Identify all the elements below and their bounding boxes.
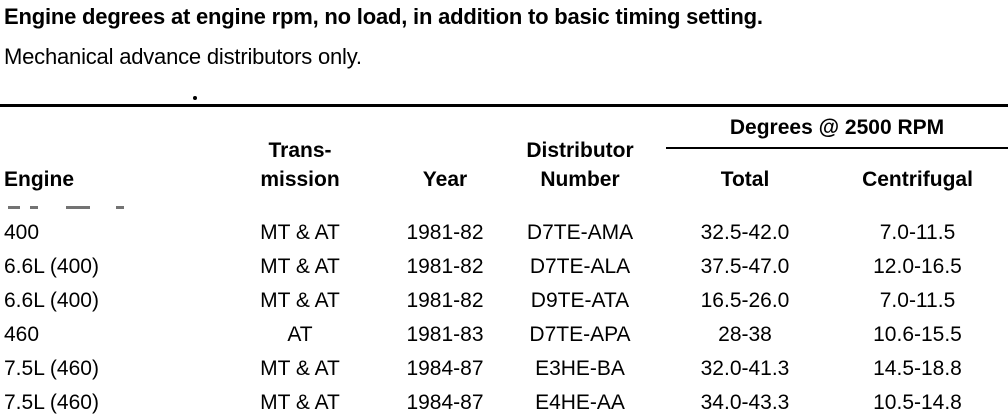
header-centrifugal: Centrifugal: [862, 168, 973, 191]
intro-line-2: Mechanical advance distributors only.: [4, 44, 362, 69]
cell-year: 1981-83: [406, 323, 484, 346]
cell-transmission: MT & AT: [260, 357, 340, 380]
print-smudge: [66, 206, 90, 209]
header-total: Total: [720, 168, 770, 191]
table-row: [0, 318, 1008, 352]
cell-transmission: MT & AT: [260, 289, 340, 312]
cell-distributor: D7TE-ALA: [529, 255, 631, 278]
cell-transmission: MT & AT: [260, 221, 340, 244]
cell-distributor: E4HE-AA: [535, 391, 625, 414]
header-trans-line2: mission: [260, 168, 340, 191]
intro-line-1: Engine degrees at engine rpm, no load, in addition to basic timing setting.: [4, 4, 763, 29]
cell-distributor: D7TE-APA: [529, 323, 631, 346]
print-smudge: [116, 206, 124, 209]
table-row: [0, 352, 1008, 386]
cell-engine: 6.6L (400): [4, 289, 99, 312]
cell-distributor: D9TE-ATA: [530, 289, 630, 312]
cell-engine: 400: [4, 221, 40, 244]
cell-distributor: D7TE-AMA: [526, 221, 634, 244]
cell-total: 28-38: [718, 323, 772, 346]
cell-year: 1981-82: [406, 289, 484, 312]
header-year: Year: [422, 168, 468, 191]
cell-year: 1984-87: [406, 391, 484, 414]
cell-total: 34.0-43.3: [700, 391, 790, 414]
cell-centrifugal: 10.6-15.5: [873, 323, 962, 346]
cell-transmission: AT: [287, 323, 313, 346]
cell-year: 1981-82: [406, 255, 484, 278]
header-trans-line1: Trans-: [268, 139, 332, 162]
table-row: [0, 386, 1008, 420]
cell-engine: 6.6L (400): [4, 255, 99, 278]
cell-distributor: E3HE-BA: [535, 357, 625, 380]
cell-year: 1981-82: [406, 221, 484, 244]
cell-centrifugal: 7.0-11.5: [879, 289, 956, 312]
header-dist-line1: Distributor: [526, 139, 634, 162]
cell-engine: 460: [4, 323, 40, 346]
table-row: [0, 216, 1008, 250]
cell-centrifugal: 12.0-16.5: [873, 255, 962, 278]
header-engine: Engine: [4, 168, 75, 191]
cell-total: 32.5-42.0: [700, 221, 790, 244]
cell-transmission: MT & AT: [260, 255, 340, 278]
cell-transmission: MT & AT: [260, 391, 340, 414]
print-smudge: [30, 206, 38, 209]
cell-centrifugal: 10.5-14.8: [873, 391, 962, 414]
degrees-group-rule: [666, 147, 1008, 149]
cell-total: 37.5-47.0: [700, 255, 790, 278]
cell-total: 16.5-26.0: [700, 289, 790, 312]
table-row: [0, 284, 1008, 318]
cell-engine: 7.5L (460): [4, 391, 99, 414]
cell-engine: 7.5L (460): [4, 357, 99, 380]
header-dist-line2: Number: [540, 168, 620, 191]
cell-total: 32.0-41.3: [700, 357, 790, 380]
cell-centrifugal: 7.0-11.5: [879, 221, 956, 244]
print-speck: [193, 96, 197, 100]
header-degrees-group: Degrees @ 2500 RPM: [729, 116, 945, 139]
table-row: [0, 250, 1008, 284]
print-smudge: [8, 206, 20, 209]
cell-year: 1984-87: [406, 357, 484, 380]
table-top-rule: [0, 104, 1008, 107]
cell-centrifugal: 14.5-18.8: [873, 357, 962, 380]
